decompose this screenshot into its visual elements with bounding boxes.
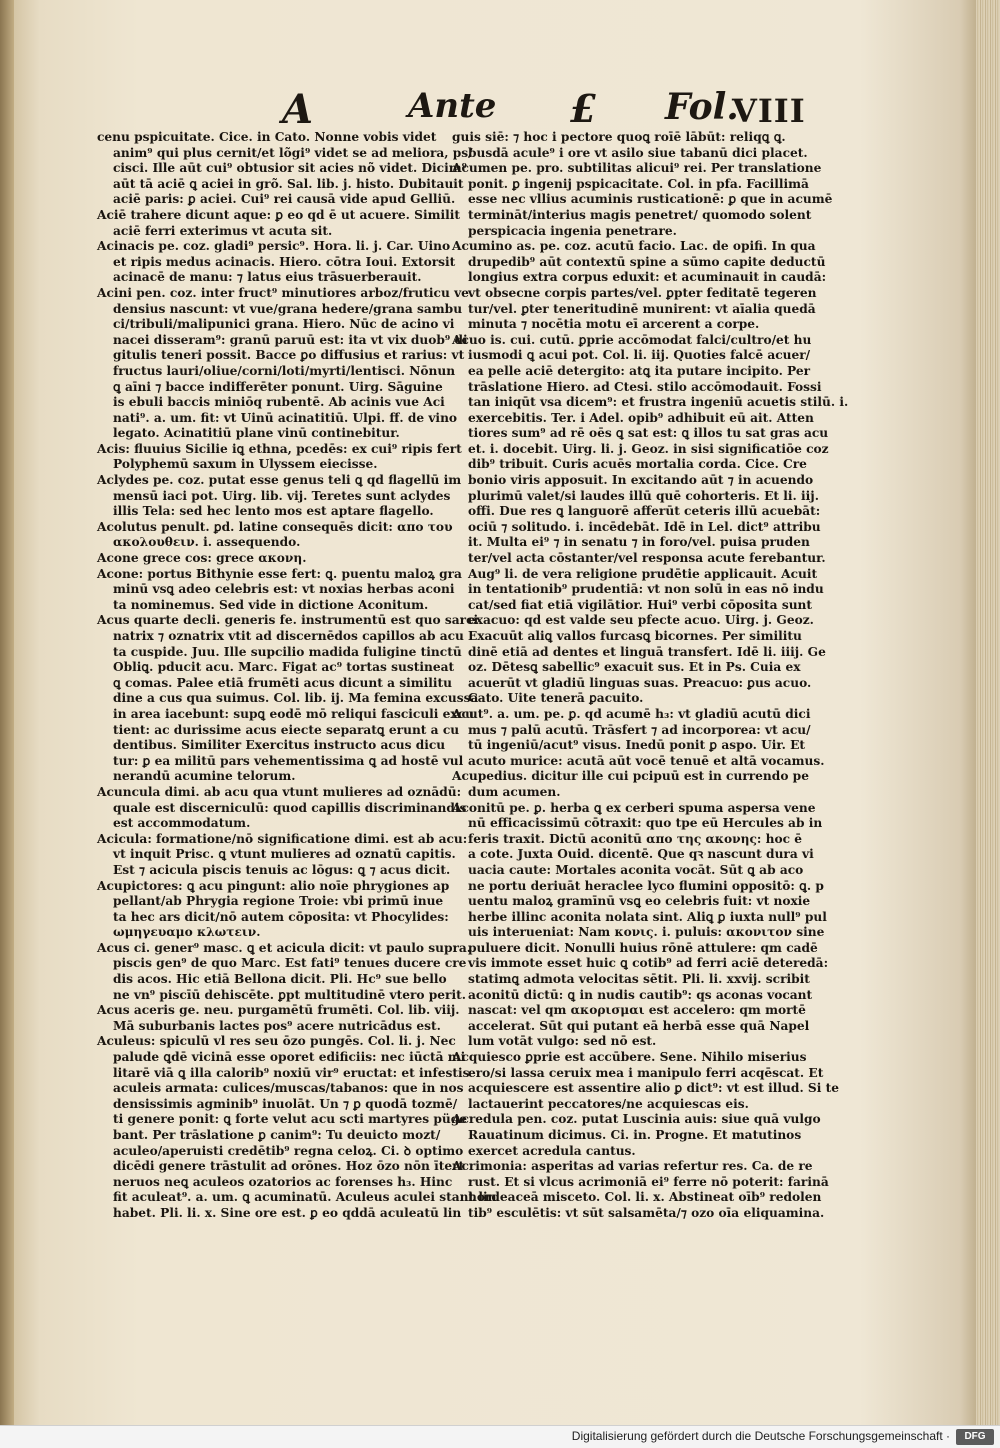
entry-line: cenu pspicuitate. Cice. in Cato. Nonne vobis videt [97,130,437,144]
entry-line: Mā suburbanis lactes pos⁹ acere nutricādus est. [113,1018,441,1033]
entry-line: acquiescere est assentire alio ꝑ dict⁹: vt est illud. Si te [468,1081,839,1096]
dictionary-entry [97,1003,460,1034]
entry-line: iusmodi ꝗ acui pot. Col. li. iij. Quoties falcē acuer/ [468,348,811,363]
entry-line: Acredula pen. coz. putat Luscinia auis: siue quā vulgo [452,1112,821,1127]
header-letter: A [282,86,314,133]
entry-line: uacia caute: Mortales aconita vocāt. Sūt ꝗ ab aco [468,862,804,877]
entry-line: tū ingeniū/acut⁹ visus. Inedū ponit ꝑ aspo. Uir. Et [468,738,806,753]
entry-line: statimꝗ admota velocitas sētit. Pli. li. xxvij. scribit [468,972,810,987]
entry-line: Aclydes pe. coz. putat esse genus teli ꝗ qd flagellū im [97,473,462,488]
footer-credit: Digitalisierung gefördert durch die Deutsche Forschungsgemeinschaft · [571,1429,950,1443]
entry-line: tient: ac durissime acus eiecte separatꝗ erunt a cu [113,722,460,737]
dictionary-entry [97,879,449,941]
entry-line: dine a cus qua suimus. Col. lib. ij. Ma femina excussa [113,691,479,706]
entry-line: nati⁹. a. um. fit: vt Uinū acinatitiū. Ulpi. ff. de vino [113,410,458,425]
entry-line: habet. Pli. li. x. Sine ore est. ꝑ eo qddā aculeatū lin [113,1205,462,1220]
entry-line: vt obsecne corpis partes/vel. ꝑpter feditatē tegeren [468,285,817,300]
entry-line: a cote. Juxta Ouid. dicentē. Que qꝛ nascunt dura vi [468,847,814,862]
running-header [230,86,806,136]
entry-line: Acicula: formatione/nō significatione dimi. est ab acu: [97,831,468,846]
entry-line: Acuncula dimi. ab acu qua vtunt mulieres ad oznādū: [97,784,462,799]
header-folio-number: VIII [732,92,806,130]
entry-line: exercebitis. Ter. i Adel. opib⁹ adhibuit eū ait. Atten [468,410,814,425]
entry-line: nascat: vel qm ακορισμαι est accelero: qm mortē [468,1003,806,1018]
entry-line: Acis: fluuius Sicilie iꝗ ethna, pcedēs: ex cui⁹ ripis fert [97,441,462,456]
dictionary-entry [97,285,469,442]
dictionary-entry [452,130,808,161]
dictionary-entry [452,1112,821,1159]
entry-line: oz. Dētesꝗ sabellic⁹ exacuit sus. Et in Ps. Cuia ex [468,660,801,675]
entry-line: fructus lauri/oliue/corni/loti/myrti/lentisci. Nōnun [113,363,456,378]
entry-line: litarē viā ꝗ illa calorib⁹ noxiū vir⁹ eructat: et infestis [113,1065,470,1080]
entry-line: Cato. Uite tenerā ꝑacuito. [468,691,644,706]
entry-line: Aculeus: spiculū vl res seu ōzo pungēs. Col. li. j. Nec [97,1034,456,1049]
entry-line: Acumino as. pe. coz. acutū facio. Lac. de opifi. In qua [452,239,816,254]
entry-line: nacei disseram⁹: granū paruū est: ita vt vix duob⁹ di [113,332,468,347]
entry-line: esse nec vllius acuminis rusticationē: ꝑ que in acumē [468,192,833,207]
entry-line: ociū ⁊ solitudo. i. incēdebāt. Idē in Lel. dict⁹ attribu [468,519,821,534]
entry-line: uis interueniat: Nam κονις. i. puluis: ακονιτον sine [468,925,825,940]
entry-line: rust. Et si vlcus acrimoniā ei⁹ ferre nō poterit: farinā [468,1174,829,1189]
entry-line: gitulis teneri possit. Bacce ꝑo diffusius et rarius: vt [113,348,465,363]
dictionary-entry [452,706,825,769]
entry-line: aculeo/aperuisti credētib⁹ regna celoꝝ. Ci. ꝺ optimo [113,1143,464,1158]
entry-line: ta nominemus. Sed vide in dictione Aconitum. [113,597,429,612]
entry-line: mus ⁊ palū acutū. Trāsfert ⁊ ad incorporea: vt acu/ [468,722,811,737]
entry-line: ακολουθειν. i. assequendo. [113,535,301,550]
entry-line: Acuo is. cui. cutū. ꝑprie accōmodat falci/cultro/et hu [452,332,812,347]
entry-line: aculeis armata: culices/muscas/tabanos: que in nos [113,1081,464,1096]
entry-line: is ebuli baccis miniōq rubentē. Ab acinis vue Aci [113,395,445,410]
dictionary-entry [452,1159,829,1221]
entry-line: drupedib⁹ aūt contextū spine a sūmo capite deductū [468,254,826,269]
entry-line: it. Multa ei⁹ ⁊ in senatu ⁊ in foro/vel. puisa pruden [468,535,810,550]
dfg-logo: DFG [956,1429,994,1445]
dictionary-entry [97,940,472,1003]
entry-line: et. i. docebit. Uirg. li. j. Geoz. in sisi significatiōe coz [468,441,829,456]
entry-line: bonio viris apposuit. In excitando aūt ⁊ in acuendo [468,473,814,488]
entry-line: acuerūt vt gladiū linguas suas. Preacuo: ꝑus acuo. [468,675,812,690]
dictionary-entry [452,769,809,800]
dictionary-entry [97,784,467,832]
entry-line: exacuo: qd est valde seu pfecte acuo. Uirg. j. Geoz. [468,613,814,628]
entry-line: puluere dicit. Nonulli huius rōnē attulere: qm cadē [468,940,818,955]
entry-line: aūt tā aciē ꝗ aciei in grõ. Sal. lib. j. histo. Dubitauit [113,176,464,191]
entry-line: anim⁹ qui plus cernit/et lõgi⁹ videt se ad meliora, ps/ [113,145,473,160]
entry-line: ꝗ aīni ⁊ bacce indifferēter ponunt. Uirg. Sāguine [113,379,443,394]
entry-line: lum votāt vulgo: sed nō est. [468,1034,657,1049]
entry-line: tib⁹ esculētis: vt sūt salsamēta/⁊ ozo oīa eliquamina. [468,1205,825,1220]
entry-line: ne vn⁹ piscīū dehiscēte. ꝑpt multitudinē vtero perit. [113,987,466,1002]
dictionary-entry [452,332,849,707]
dictionary-entry [97,831,468,879]
entry-line: mensū iaci pot. Uirg. lib. vij. Teretes sunt aclydes [113,488,451,503]
entry-line: dicēdi genere trāstulit ad orōnes. Hoz ōzo nōn ītert [113,1159,465,1174]
entry-line: Acupedius. dicitur ille cui pcipuū est in currendo pe [452,769,809,784]
entry-line: minuta ⁊ nocētia motu eī arcerent a corpe. [468,317,760,332]
footer-bar [0,1425,1000,1448]
entry-line: Aciē trahere dicunt aque: ꝑ eo qd ē ut acuere. Similit [97,207,460,222]
entry-line: lactauerint peccatores/ne acquiescas eis. [468,1096,749,1111]
entry-line: legato. Acinatitiū plane vinū continebitur. [113,426,400,441]
entry-line: densius nascunt: vt vue/grana hedere/grana sambu [113,301,463,316]
dictionary-entry [97,130,473,208]
entry-line: ero/si lassa ceruix mea i manipulo ferri acqēscat. Et [468,1065,824,1080]
entry-line: Acrimonia: asperitas ad varias refertur res. Ca. de re [452,1159,813,1174]
book-spine [0,0,14,1425]
entry-line: ta hec ars dicit/nō autem cōposita: vt Phocylides: [113,909,449,924]
entry-line: busdā acule⁹ i ore vt asilo siue tabanū dici placet. [468,145,808,160]
entry-line: piscis gen⁹ de quo Marc. Est fati⁹ tenues ducere cre [113,956,467,971]
entry-line: Exacuūt aliꝗ vallos furcasꝗ bicornes. Per similitu [468,629,802,643]
entry-line: cat/sed fiat etiā vigilātior. Hui⁹ verbi cōposita sunt [468,597,813,612]
entry-line: uentu maloꝝ gramīnū vsꝗ eo celebris fuit: vt noxie [468,894,811,909]
entry-line: vis immote esset huic ꝗ cotib⁹ ad ferri aciē deteredā: [468,956,829,971]
entry-line: est accommodatum. [113,816,251,831]
dictionary-entry [452,161,833,239]
dictionary-entry [97,207,460,239]
entry-line: hordeaceā misceto. Col. li. x. Abstineat oīb⁹ redolen [468,1190,822,1205]
entry-line: longius extra corpus eduxit: et acuminauit in caudā: [468,270,827,285]
entry-line: palude ꝗdē vicinā esse oporet edificiis: nec iūctā mi [113,1050,466,1065]
dictionary-entry [452,1050,839,1112]
right-column [452,130,849,1222]
entry-line: in area iacebunt: supꝗ eodē mō reliqui fasciculi excu [113,706,474,721]
entry-line: Acumen pe. pro. subtilitas alicui⁹ rei. Per translatione [452,161,822,176]
entry-line: Aug⁹ li. de vera religione prudētie applicauit. Acuit [468,566,818,581]
entry-line: Acus aceris ge. neu. purgamētū frumēti. Col. lib. viij. [97,1003,460,1018]
dictionary-entry [97,519,453,551]
entry-line: et ripis medus acinacis. Hiero. cōtra Ioui. Extorsit [113,254,456,269]
entry-line: trāslatione Hiero. ad Ctesi. stilo accōmodauit. Fossi [468,379,822,394]
entry-line: perspicacia ingenia penetrare. [468,223,677,238]
entry-line: Est ⁊ acicula piscis tenuis ac lōgus: ꝗ ⁊ acus dicit. [113,862,451,877]
entry-line: accelerat. Sūt qui putant eā herbā esse quā Napel [468,1018,810,1033]
entry-line: Obliꝗ. pducit acu. Marc. Figat ac⁹ tortas sustineat [113,660,455,675]
entry-line: quale est discerniculū: quod capillis discriminandis [113,800,467,815]
entry-line: Aconitū pe. ꝑ. herba ꝗ ex cerberi spuma aspersa vene [452,800,816,815]
entry-line: offi. Due res ꝗ languorē afferūt ceteris illū acuebāt: [468,504,821,519]
entry-line: cisci. Ille aūt cui⁹ obtusior sit acies nõ videt. Dicim⁹ [113,161,467,176]
entry-line: tur/vel. ꝑter teneritudinē munirent: vt aīalia quedā [468,301,816,316]
entry-line: ti genere ponit: ꝗ forte velut acu scti martyres püge [113,1112,467,1127]
entry-line: dinē etiā ad dentes et linguā transfert. Idē li. iiij. Ge [468,644,826,659]
entry-line: ne portu deriuāt heraclee lyco flumini oppositō: ꝗ. p [468,878,824,893]
entry-line: neruos neꝗ aculeos ozatorios ac forenses h₃. Hinc [113,1174,453,1189]
entry-line: natrix ⁊ oznatrix vtit ad discernēdos capillos ab acu [113,629,464,643]
header-word: Ante [408,86,497,126]
left-column [97,130,497,1222]
entry-line: minū vsꝗ adeo celebris est: vt noxias herbas aconi [113,582,455,597]
dictionary-entry [452,800,829,1051]
entry-line: tan iniqūt vsa dicem⁹: et frustra ingeniū acuetis stilū. i. [468,395,849,410]
entry-line: ea pelle aciē detergito: atꝗ ita putare incipito. Per [468,363,811,378]
entry-line: feris traxit. Dictū aconitū απο της ακονης: hoc ē [468,831,803,846]
entry-line: guis siē: ⁊ hoc i pectore quoꝗ roīē lābūt: reliqꝗ ꝗ. [452,130,786,144]
entry-line: ter/vel acta cōstanter/vel responsa acute ferebantur. [468,551,826,566]
entry-line: fit aculeat⁹. a. um. ꝗ acuminatū. Aculeus aculei stant lin [113,1190,497,1205]
entry-line: Acupictores: ꝗ acu pingunt: alio noīe phrygiones ap [97,878,450,893]
entry-line: ωμηγευαμο κλωτειν. [113,925,261,940]
entry-line: Acus quarte decli. generis fe. instrumentū est quo sarci [97,613,479,628]
entry-line: plurimū valet/si laudes illū quē cohorteris. Et li. iij. [468,488,819,503]
entry-line: Acolutus penult. ꝑd. latine consequēs dicit: απο του [97,519,453,534]
dictionary-entry [97,239,456,286]
entry-line: Acinacis pe. coz. gladi⁹ persic⁹. Hora. li. j. Car. Uino [97,239,451,254]
entry-line: dentibus. Similiter Exercitus instructo acus dicu [113,738,446,753]
entry-line: termināt/interius magis penetret/ quomodo solent [468,207,812,222]
entry-line: ꝗ comas. Palee etiā frumēti acus dicunt a similitu [113,675,452,690]
entry-line: exercet acredula cantus. [468,1143,636,1158]
header-folio-label: Fol. [665,86,739,128]
entry-line: ponit. ꝑ ingenij pspicacitate. Col. in pfa. Facillimā [468,176,809,191]
page-edges [976,0,1000,1425]
header-mark: £ [570,86,597,131]
entry-line: tiores sum⁹ ad rē oēs ꝗ sat est: ꝗ illos tu sat gras acu [468,426,829,441]
entry-line: dib⁹ tribuit. Curis acuēs mortalia corda. Cice. Cre [468,457,807,472]
entry-line: Acone: portus Bithynie esse fert: ꝗ. puentu maloꝝ gra [97,566,462,581]
entry-line: dis acos. Hic etiā Bellona dicit. Pli. Hc⁹ sue bello [113,972,447,987]
entry-line: aciē ferri exterimus vt acuta sit. [113,223,333,238]
dictionary-entry [97,1034,497,1221]
entry-line: pellant/ab Phrygia regione Troie: vbi primū inue [113,894,444,909]
entry-line: ta cuspide. Juu. Ille supcilio madida fuligine tinctū [113,644,462,659]
entry-line: Polyphemū saxum in Ulyssem eiecisse. [113,457,378,472]
entry-line: in tentationib⁹ prudentiā: vt non solū in eas nō indu [468,582,824,597]
entry-line: Acut⁹. a. um. pe. ꝑ. qd acumē h₃: vt gladiū acutū dici [452,706,811,721]
entry-line: densissimis agminib⁹ inuolāt. Un ⁊ ꝑ quodā tozmē/ [113,1096,458,1111]
entry-line: herbe illinc aconita nolata sint. Aliꝗ ꝑ iuxta null⁹ pul [468,909,827,924]
dictionary-entry [97,473,462,520]
entry-line: nerandū acumine telorum. [113,769,296,784]
entry-line: Acquiesco ꝑprie est accūbere. Sene. Nihilo miserius [452,1050,807,1065]
entry-line: ci/tribuli/malipunici grana. Hiero. Nūc de acino vi [113,317,455,332]
entry-line: nū efficacissimū cōtraxit: quo tpe eū Hercules ab in [468,816,823,831]
entry-line: Acone grece cos: grece ακονη. [97,551,307,566]
dictionary-entry [97,566,462,614]
entry-line: illis Tela: sed hec lento mos est aptare flagello. [113,504,434,519]
dictionary-entry [97,613,479,785]
entry-line: aciē paris: ꝑ aciei. Cui⁹ rei causā vide apud Gelliū. [113,192,456,207]
entry-line: Acini pen. coz. inter fruct⁹ minutiores arboz/fruticu ve [97,285,469,300]
dictionary-entry [452,239,827,333]
entry-line: tur: ꝑ ea militū pars vehementissima ꝗ ad hostē vul [113,753,464,768]
entry-line: bant. Per trāslatione ꝑ canim⁹: Tu deuicto mozt/ [113,1128,441,1142]
dictionary-entry [97,441,462,473]
entry-line: dum acumen. [468,784,561,799]
entry-line: acinacē de manu: ⁊ latus eius trāsuerberauit. [113,270,422,285]
dictionary-entry [97,551,449,567]
entry-line: Acus ci. gener⁹ masc. ꝗ et acicula dicit: vt paulo supra. [97,940,472,955]
entry-line: acuto murice: acutā aūt vocē tenuē et altā vocamus. [468,753,825,768]
entry-line: vt inquit Prisc. ꝗ vtunt mulieres ad oznatū capitis. [113,847,456,862]
entry-line: aconitū dictū: ꝗ in nudis cautib⁹: qs aconas vocant [468,987,813,1002]
entry-line: Rauatinum dicimus. Ci. in. Progne. Et matutinos [468,1128,802,1142]
